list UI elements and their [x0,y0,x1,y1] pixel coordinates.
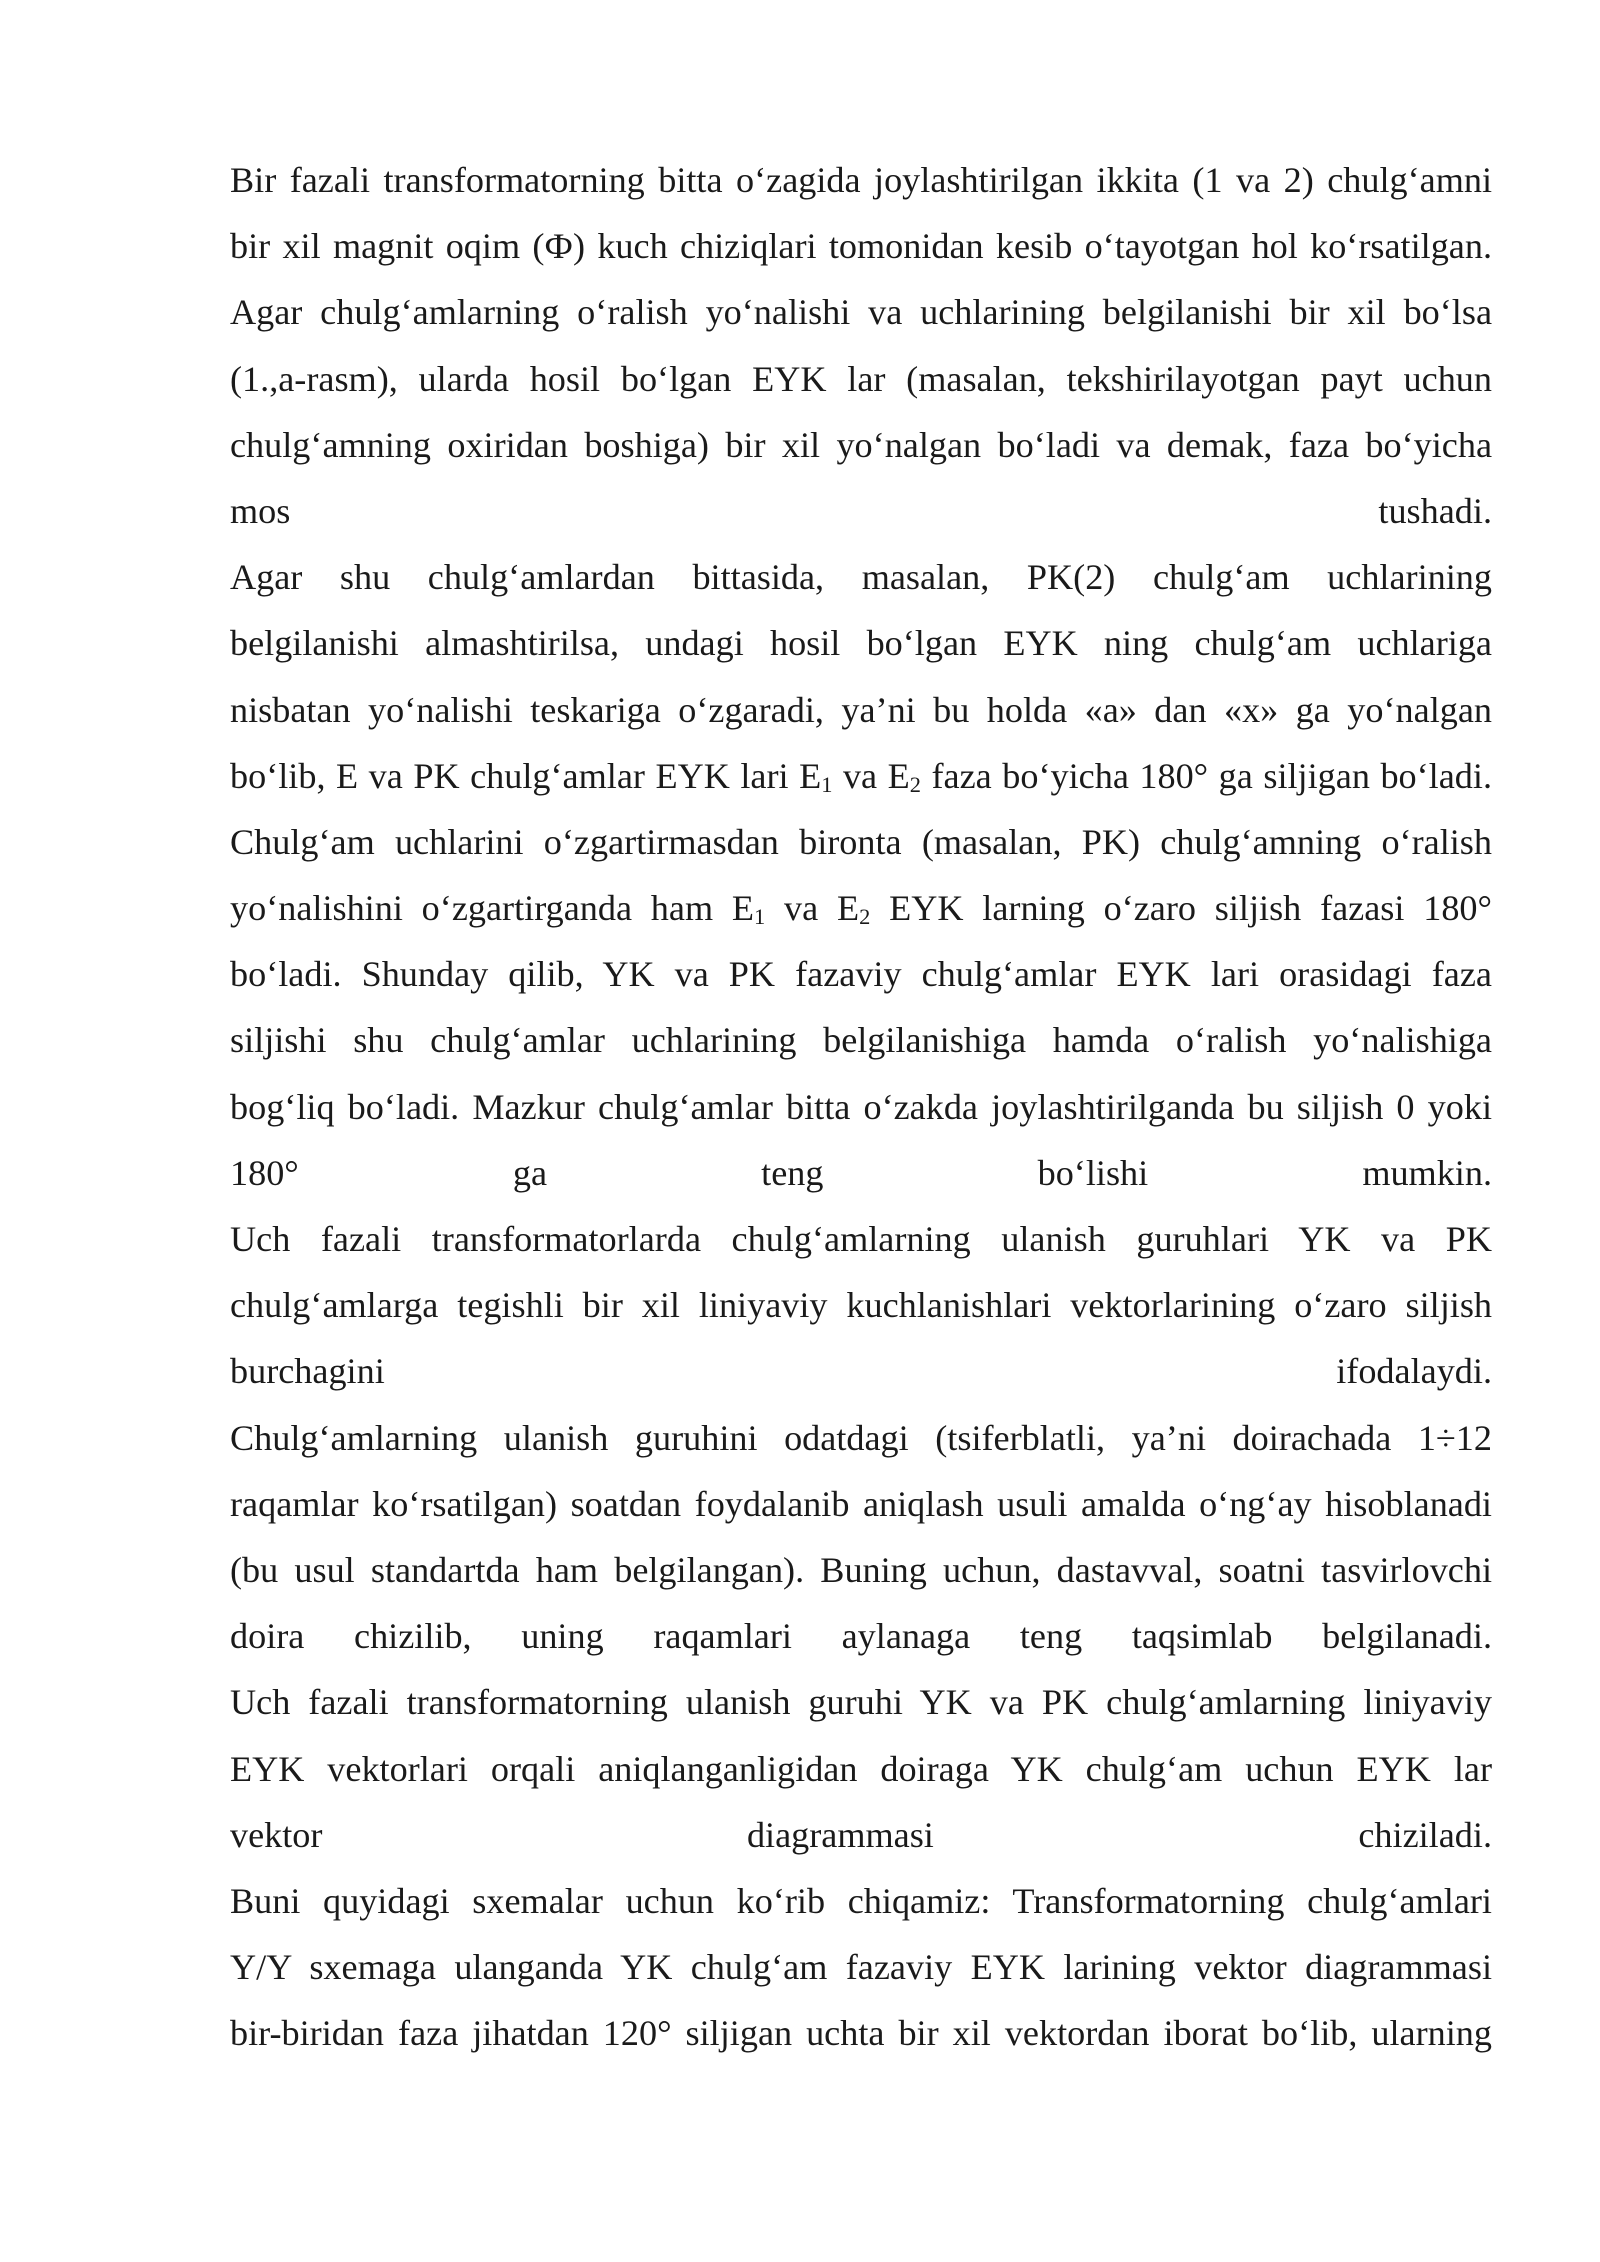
subscript: 1 [821,771,833,797]
text-segment: vektor diagrammasi chiziladi. [230,1814,1492,1855]
subscript: 1 [754,904,766,930]
text-segment: EYK larning o‘zaro siljish fazasi 180° [870,888,1492,929]
text-segment: chulg‘amning oxiridan boshiga) bir xil yo‘nalgan bo‘ladi va demak, faza bo‘yicha [230,424,1492,465]
text-line [230,1736,1492,1802]
text-segment: Agar chulg‘amlarning o‘ralish yo‘nalishi va uchlarining belgilanishi bir xil bo‘lsa [230,292,1492,333]
text-segment: Chulg‘am uchlarini o‘zgartirmasdan bironta (masalan, PK) chulg‘amning o‘ralish [230,821,1492,862]
text-line [230,1272,1492,1338]
text-line [230,1934,1492,2000]
text-segment: burchagini [230,1351,385,1392]
text-line [230,346,1492,412]
text-line [230,2000,1492,2066]
text-segment: doira chizilib, uning raqamlari aylanaga teng taqsimlab belgilanadi. [230,1616,1492,1657]
text-line [230,213,1492,279]
text-line [230,1537,1492,1603]
text-line [230,1007,1492,1073]
text-line [230,1206,1492,1272]
text-segment: va E [832,755,910,796]
text-line [230,412,1492,478]
text-segment: bo‘ladi. Shunday qilib, YK va PK fazaviy chulg‘amlar EYK lari orasidagi faza [230,954,1492,995]
text-line [230,1802,1492,1868]
text-segment: va E [765,888,860,929]
text-line [230,279,1492,345]
text-line [230,1074,1492,1140]
text-segment: yo‘nalishini o‘zgartirganda ham E [230,888,755,929]
subscript: 2 [909,771,921,797]
text-segment: bir xil magnit oqim (Ф) kuch chiziqlari tomonidan kesib o‘tayotgan hol ko‘rsatilgan. [230,226,1492,267]
text-line [230,875,1492,941]
text-segment: Uch fazali transformatorlarda chulg‘amlarning ulanish guruhlari YK va PK [230,1219,1492,1259]
text-segment: Chulg‘amlarning ulanish guruhini odatdagi (tsiferblatli, ya’ni doirachada 1÷12 [230,1417,1492,1458]
text-segment: siljishi shu chulg‘amlar uchlarining belgilanishiga hamda o‘ralish yo‘nalishiga [230,1020,1492,1061]
text-segment: faza bo‘yicha 180° ga siljigan bo‘ladi. [920,755,1492,796]
text-segment: Y/Y sxemaga ulanganda YK chulg‘am fazaviy EYK larining vektor diagrammasi [230,1947,1492,1988]
text-segment: 180° ga teng bo‘lishi mumkin. [230,1152,1492,1193]
text-segment: bo‘lib, E va PK chulg‘amlar EYK lari E [230,755,822,796]
text-line [230,610,1492,676]
text-line [230,1338,1492,1404]
text-line [230,1603,1492,1669]
text-segment: chulg‘amlarga tegishli bir xil liniyaviy kuchlanishlari vektorlarining o‘zaro siljish [230,1285,1492,1326]
text-segment: raqamlar ko‘rsatilgan) soatdan foydalanib aniqlash usuli amalda o‘ng‘ay hisoblanadi [230,1483,1492,1524]
text-segment: bog‘liq bo‘ladi. Mazkur chulg‘amlar bitta o‘zakda joylashtirilganda bu siljish 0 yoki [230,1086,1492,1127]
text-segment: Uch fazali transformatorning ulanish guruhi YK va PK chulg‘amlarning liniyaviy [230,1682,1492,1723]
text-line [230,544,1492,610]
text-segment: Bir fazali transformatorning bitta o‘zagida joylashtirilgan ikkita (1 va 2) chulg‘amni [230,160,1492,200]
text-line [230,809,1492,875]
subscript: 2 [859,904,871,930]
text-line [230,941,1492,1007]
text-line [230,743,1492,809]
text-line [230,677,1492,743]
text-line [230,1471,1492,1537]
text-segment: (1.,a-rasm), ularda hosil bo‘lgan EYK lar (masalan, tekshirilayotgan payt uchun [230,358,1492,399]
text-line [230,478,1492,544]
text-line [230,1405,1492,1471]
text-segment: bir-biridan faza jihatdan 120° siljigan uchta bir xil vektordan iborat bo‘lib, ularning [230,2013,1492,2054]
text-segment: Agar shu chulg‘amlardan bittasida, masalan, PK(2) chulg‘am uchlarining [230,557,1492,598]
text-segment: EYK vektorlari orqali aniqlanganligidan doiraga YK chulg‘am uchun EYK lar [230,1748,1492,1789]
text-line [230,147,1492,213]
text-segment: Buni quyidagi sxemalar uchun ko‘rib chiqamiz: Transformatorning chulg‘amlari [230,1880,1492,1921]
text-segment: ifodalaydi. [1336,1351,1492,1392]
text-segment: (bu usul standartda ham belgilangan). Buning uchun, dastavval, soatni tasvirlovchi [230,1549,1492,1590]
text-segment: mos [230,490,291,531]
text-segment: tushadi. [1378,490,1492,531]
text-line [230,1868,1492,1934]
text-line [230,1140,1492,1206]
text-segment: nisbatan yo‘nalishi teskariga o‘zgaradi, ya’ni bu holda «a» dan «x» ga yo‘nalgan [230,689,1492,730]
text-line [230,1669,1492,1735]
text-segment: belgilanishi almashtirilsa, undagi hosil bo‘lgan EYK ning chulg‘am uchlariga [230,623,1492,664]
document-body [230,147,1492,2066]
